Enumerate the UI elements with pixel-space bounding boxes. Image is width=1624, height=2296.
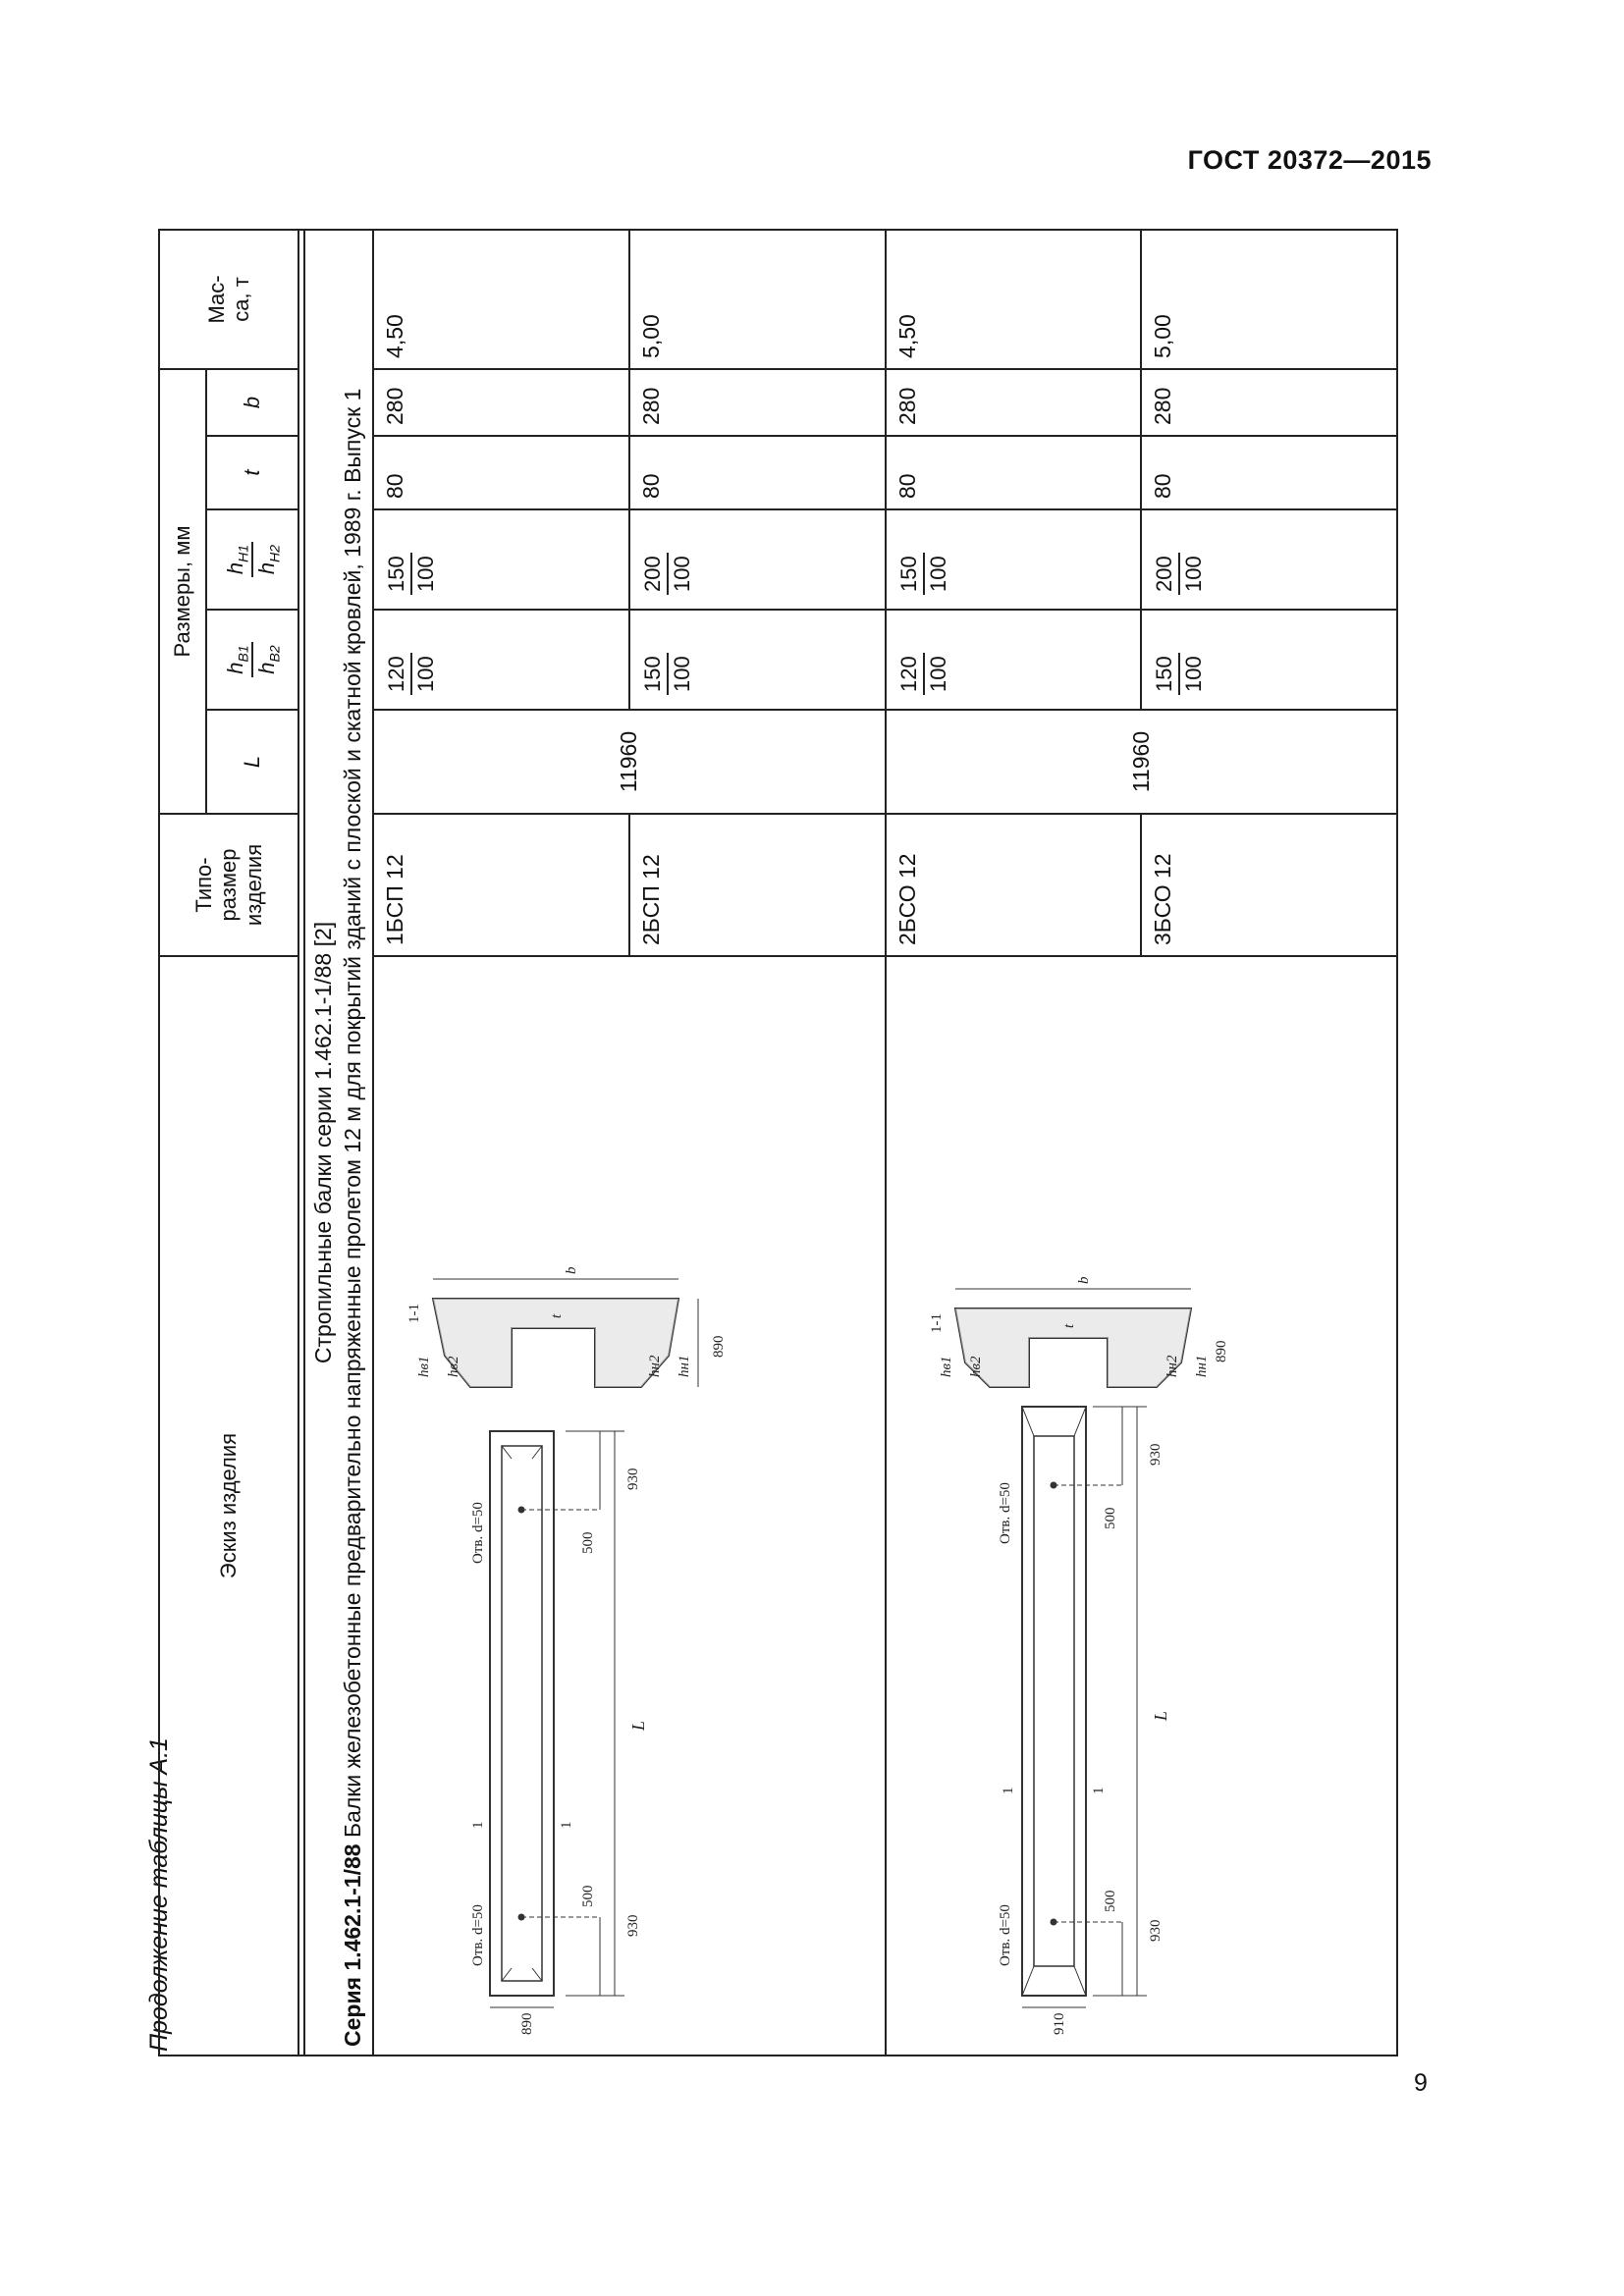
hole-label: Отв. d=50 bbox=[470, 1502, 487, 1564]
b-label: b bbox=[1075, 1276, 1092, 1284]
hv1-label: hв1 bbox=[938, 1356, 954, 1377]
length-cell: 11960 bbox=[373, 710, 885, 814]
hv2-label: hв2 bbox=[446, 1356, 462, 1377]
hole-label: Отв. d=50 bbox=[997, 1482, 1013, 1544]
type-size-cell: 2БСО 12 bbox=[886, 814, 1142, 956]
end-label: 930 bbox=[1147, 1443, 1164, 1466]
b-cell: 280 bbox=[373, 369, 629, 436]
t-cell: 80 bbox=[373, 436, 629, 509]
length-cell: 11960 bbox=[886, 710, 1397, 814]
t-cell: 80 bbox=[1141, 436, 1397, 509]
hole-label: Отв. d=50 bbox=[470, 1904, 487, 1966]
hv2-label: hв2 bbox=[967, 1356, 984, 1377]
hH-cell: 150 100 bbox=[886, 509, 1142, 610]
header-sketch: Эскиз изделия bbox=[159, 956, 298, 2056]
end-label: 930 bbox=[1147, 1919, 1164, 1942]
table-continuation-caption: Продолжение таблицы А.1 bbox=[145, 1737, 173, 2052]
mass-cell: 4,50 bbox=[373, 230, 629, 369]
rotated-table-container bbox=[158, 231, 1398, 2056]
section-width-label: 890 bbox=[711, 1335, 728, 1358]
hn1-label: hн1 bbox=[677, 1355, 693, 1377]
b-label: b bbox=[564, 1266, 580, 1274]
hB-cell: 150 100 bbox=[629, 610, 886, 710]
t-cell: 80 bbox=[629, 436, 886, 509]
sketch-cell-group-2 bbox=[886, 956, 1397, 2056]
cut-mark: 1 bbox=[1090, 1787, 1107, 1794]
t-label: t bbox=[1060, 1323, 1077, 1328]
header-hH: $h_{Н1}$ $h_{Н2}$ bbox=[206, 509, 298, 610]
header-b: b bbox=[206, 369, 298, 436]
end-label: 930 bbox=[625, 1914, 642, 1937]
cut-mark: 1 bbox=[559, 1821, 575, 1829]
header-dimensions: Размеры, мм bbox=[159, 369, 206, 814]
t-cell: 80 bbox=[886, 436, 1142, 509]
hB-cell: 120 100 bbox=[886, 610, 1142, 710]
cut-mark: 1 bbox=[470, 1821, 487, 1829]
mass-cell: 5,00 bbox=[1141, 230, 1397, 369]
mass-cell: 4,50 bbox=[886, 230, 1142, 369]
header-L: L bbox=[206, 710, 298, 814]
length-label: L bbox=[628, 1720, 649, 1731]
hH-cell: 200 100 bbox=[629, 509, 886, 610]
hB-cell: 120 100 bbox=[373, 610, 629, 710]
b-cell: 280 bbox=[886, 369, 1142, 436]
header-t: t bbox=[206, 436, 298, 509]
table-row bbox=[373, 230, 629, 2056]
hn2-label: hн2 bbox=[1164, 1355, 1180, 1377]
t-label: t bbox=[549, 1313, 566, 1318]
width-label: 890 bbox=[519, 2012, 536, 2035]
b-cell: 280 bbox=[1141, 369, 1397, 436]
b-cell: 280 bbox=[629, 369, 886, 436]
section-width-label: 890 bbox=[1213, 1340, 1229, 1362]
hv1-label: hв1 bbox=[416, 1356, 433, 1377]
section-label: 1-1 bbox=[406, 1304, 423, 1323]
document-number: ГОСТ 20372—2015 bbox=[1187, 145, 1432, 175]
series-title: Стропильные балки серии 1.462.1-1/88 [2] bbox=[310, 921, 337, 1364]
sketch-cell-group-1 bbox=[373, 956, 885, 2056]
section-label: 1-1 bbox=[928, 1313, 945, 1333]
type-size-cell: 2БСП 12 bbox=[629, 814, 886, 956]
beam-sketch-group-1 bbox=[374, 955, 885, 2055]
end-label: 930 bbox=[625, 1468, 642, 1490]
length-label: L bbox=[1150, 1710, 1170, 1721]
beam-sketch-group-2 bbox=[887, 955, 1397, 2055]
beam-plan-outline bbox=[1022, 1407, 1086, 1996]
hole-offset-label: 500 bbox=[1102, 1890, 1118, 1912]
header-type-size: Типо- размер изделия bbox=[159, 814, 298, 956]
table-row bbox=[886, 230, 1142, 2056]
width-label: 910 bbox=[1051, 2012, 1067, 2035]
hole-offset-label: 500 bbox=[1102, 1507, 1118, 1529]
hH-cell: 200 100 bbox=[1141, 509, 1397, 610]
hn2-label: hн2 bbox=[647, 1355, 664, 1377]
beam-plan-outline bbox=[490, 1431, 554, 1996]
header-hB: $h_{В1}$ $h_{В2}$ bbox=[206, 610, 298, 710]
series-heading bbox=[304, 230, 373, 2056]
hB-cell: 150 100 bbox=[1141, 610, 1397, 710]
hole-label: Отв. d=50 bbox=[997, 1904, 1013, 1966]
type-size-cell: 3БСО 12 bbox=[1141, 814, 1397, 956]
hole-offset-label: 500 bbox=[580, 1885, 597, 1907]
specification-table bbox=[158, 229, 1398, 2056]
cut-mark: 1 bbox=[1000, 1787, 1016, 1794]
type-size-cell: 1БСП 12 bbox=[373, 814, 629, 956]
hole-offset-label: 500 bbox=[580, 1531, 597, 1554]
series-description: Серия 1.462.1-1/88 Балки железобетонные предварительно напряженные пролетом 12 м для покрытий зданий с плоской и скатной кровлей, 1989 г. Выпуск 1 bbox=[339, 388, 365, 2047]
page-number: 9 bbox=[1414, 2069, 1428, 2097]
hH-cell: 150 100 bbox=[373, 509, 629, 610]
hn1-label: hн1 bbox=[1193, 1355, 1210, 1377]
header-mass: Мас- са, т bbox=[159, 230, 298, 369]
mass-cell: 5,00 bbox=[629, 230, 886, 369]
